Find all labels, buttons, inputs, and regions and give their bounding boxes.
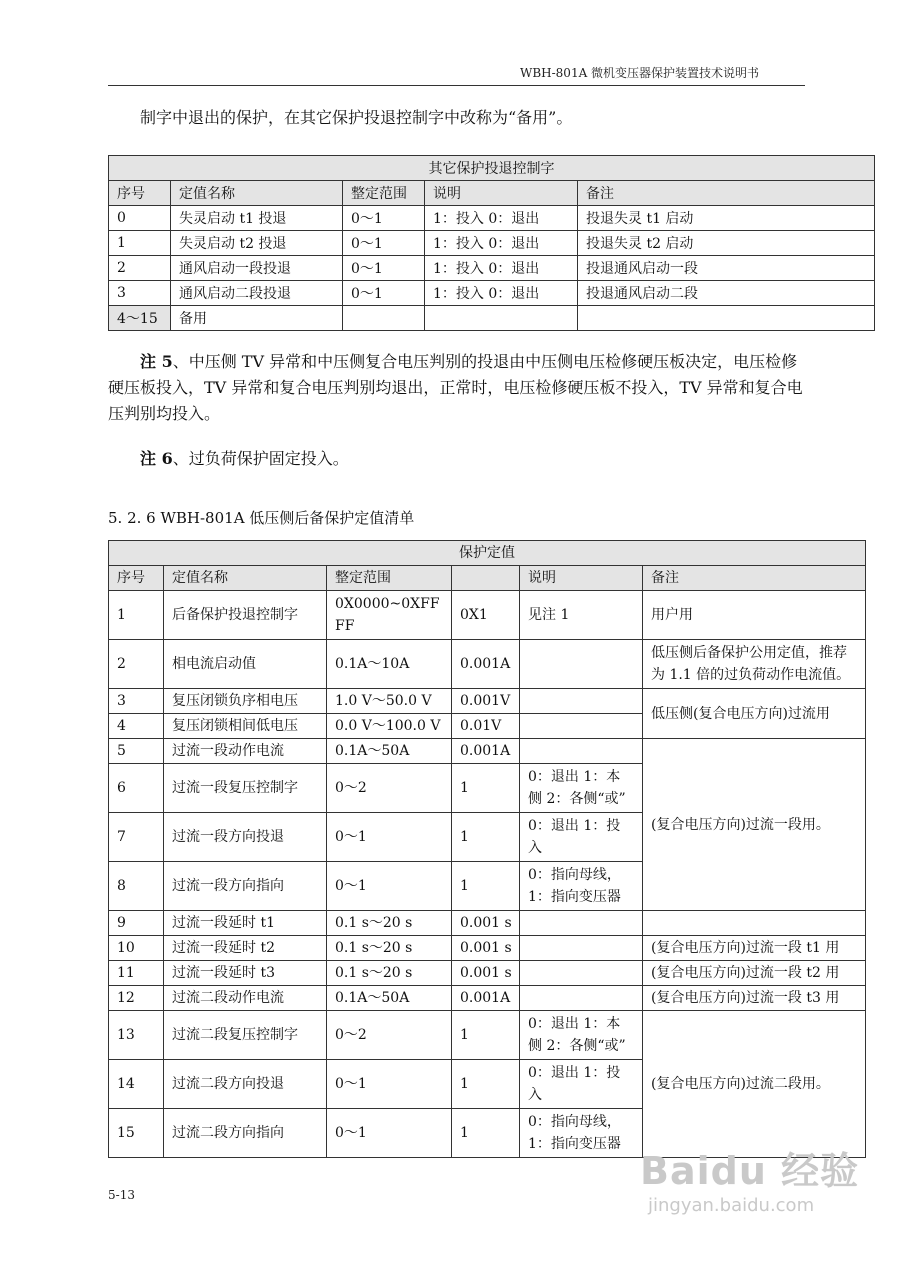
cell-desc: 0：退出 1：本侧 2：各侧“或”: [520, 764, 643, 813]
cell-remark: 低压侧(复合电压方向)过流用: [643, 689, 866, 739]
cell-name: 失灵启动 t2 投退: [171, 231, 343, 256]
cell-no: 14: [109, 1060, 164, 1109]
cell-desc: [520, 689, 643, 714]
cell-remark: 投退通风启动一段: [578, 256, 875, 281]
cell-step: 1: [452, 1011, 520, 1060]
cell-desc: [520, 714, 643, 739]
table1-caption: 其它保护投退控制字: [109, 156, 875, 181]
cell-range: 0.1A～50A: [327, 739, 452, 764]
table-row: [109, 961, 866, 986]
cell-name: 过流二段方向投退: [164, 1060, 327, 1109]
table-row: [109, 231, 875, 256]
note-5-label: 注 5: [140, 352, 173, 371]
cell-name: 过流一段延时 t2: [164, 936, 327, 961]
cell-no: 1: [109, 591, 164, 640]
note-6-label: 注 6: [140, 449, 173, 468]
cell-desc: [425, 306, 578, 331]
note-6-paragraph: [108, 446, 808, 472]
note-5-text: 、中压侧 TV 异常和中压侧复合电压判别的投退由中压侧电压检修硬压板决定，电压检修硬压板投入，TV 异常和复合电压判别均退出，正常时，电压检修硬压板不投入，TV 异常和复合电压判别均投入。: [108, 352, 803, 423]
table2-header-remark: 备注: [643, 566, 866, 591]
cell-name: 过流一段方向指向: [164, 862, 327, 911]
cell-no: 2: [109, 256, 171, 281]
cell-desc: [520, 936, 643, 961]
table1-header-range: 整定范围: [343, 181, 425, 206]
cell-range: 0～1: [327, 813, 452, 862]
cell-range: 0～1: [343, 206, 425, 231]
cell-no: 7: [109, 813, 164, 862]
table2-header-no: 序号: [109, 566, 164, 591]
note-5-paragraph: [108, 349, 808, 427]
cell-desc: 0：退出 1：投入: [520, 813, 643, 862]
cell-range: 0～2: [327, 764, 452, 813]
cell-no: 5: [109, 739, 164, 764]
cell-name: 过流一段方向投退: [164, 813, 327, 862]
table1-header-no: 序号: [109, 181, 171, 206]
cell-step: 1: [452, 813, 520, 862]
cell-name: 过流一段延时 t3: [164, 961, 327, 986]
cell-name: 过流一段延时 t1: [164, 911, 327, 936]
cell-range: 0.1A～10A: [327, 640, 452, 689]
cell-name: 通风启动一段投退: [171, 256, 343, 281]
table1-header-remark: 备注: [578, 181, 875, 206]
cell-name: 相电流启动值: [164, 640, 327, 689]
table-row: [109, 206, 875, 231]
cell-desc: [520, 739, 643, 764]
table-row: [109, 640, 866, 689]
page-number: 5-13: [108, 1188, 135, 1202]
cell-step: 1: [452, 862, 520, 911]
cell-range: 0～2: [327, 1011, 452, 1060]
cell-remark: 投退失灵 t1 启动: [578, 206, 875, 231]
baidu-jingyan-watermark: [640, 1140, 870, 1240]
cell-name: 过流二段动作电流: [164, 986, 327, 1011]
cell-name: 通风启动二段投退: [171, 281, 343, 306]
cell-remark: 用户用: [643, 591, 866, 640]
cell-desc: 0：退出 1：本侧 2：各侧“或”: [520, 1011, 643, 1060]
cell-no: 4～15: [109, 306, 171, 331]
cell-step: 1: [452, 1109, 520, 1158]
table-row: [109, 739, 866, 764]
cell-name: 失灵启动 t1 投退: [171, 206, 343, 231]
cell-no: 12: [109, 986, 164, 1011]
cell-desc: 见注 1: [520, 591, 643, 640]
cell-range: 0～1: [343, 281, 425, 306]
table-row: [109, 936, 866, 961]
cell-range: [343, 306, 425, 331]
cell-remark: 投退通风启动二段: [578, 281, 875, 306]
table-row: [109, 986, 866, 1011]
cell-no: 11: [109, 961, 164, 986]
cell-desc: 0：指向母线，1：指向变压器: [520, 862, 643, 911]
table-row: [109, 306, 875, 331]
cell-name: 过流一段动作电流: [164, 739, 327, 764]
cell-remark: 投退失灵 t2 启动: [578, 231, 875, 256]
cell-no: 13: [109, 1011, 164, 1060]
cell-range: 0～1: [327, 1060, 452, 1109]
cell-desc: 0：指向母线，1：指向变压器: [520, 1109, 643, 1158]
cell-desc: 0：退出 1：投入: [520, 1060, 643, 1109]
cell-step: 1: [452, 764, 520, 813]
cell-desc: [520, 911, 643, 936]
cell-name: 过流一段复压控制字: [164, 764, 327, 813]
cell-step: 0.001A: [452, 640, 520, 689]
cell-step: 0.001 s: [452, 911, 520, 936]
table-row: [109, 256, 875, 281]
cell-remark: [578, 306, 875, 331]
cell-name: 过流二段复压控制字: [164, 1011, 327, 1060]
cell-range: 0.1 s～20 s: [327, 961, 452, 986]
cell-name: 复压闭锁相间低电压: [164, 714, 327, 739]
cell-name: 备用: [171, 306, 343, 331]
cell-range: 0.1 s～20 s: [327, 911, 452, 936]
cell-range: 0～1: [327, 862, 452, 911]
cell-range: 0.1 s～20 s: [327, 936, 452, 961]
cell-range: 0X0000~0XFFFF: [327, 591, 452, 640]
document-header: WBH-801A 微机变压器保护装置技术说明书: [520, 66, 760, 80]
table2-header-step: [452, 566, 520, 591]
table2-header-desc: 说明: [520, 566, 643, 591]
cell-no: 3: [109, 689, 164, 714]
cell-desc: 1：投入 0：退出: [425, 206, 578, 231]
watermark-logo: Baidu 经验: [640, 1149, 860, 1193]
cell-remark: 低压侧后备保护公用定值，推荐为 1.1 倍的过负荷动作电流值。: [643, 640, 866, 689]
cell-desc: 1：投入 0：退出: [425, 231, 578, 256]
intro-paragraph: 制字中退出的保护，在其它保护投退控制字中改称为“备用”。: [140, 108, 573, 127]
cell-range: 0.0 V～100.0 V: [327, 714, 452, 739]
cell-step: 0.001 s: [452, 961, 520, 986]
cell-step: 0X1: [452, 591, 520, 640]
cell-no: 3: [109, 281, 171, 306]
table-row: [109, 1011, 866, 1060]
cell-desc: [520, 961, 643, 986]
cell-range: 0～1: [327, 1109, 452, 1158]
cell-desc: [520, 640, 643, 689]
cell-no: 0: [109, 206, 171, 231]
cell-remark: (复合电压方向)过流一段 t2 用: [643, 961, 866, 986]
cell-no: 2: [109, 640, 164, 689]
cell-remark: [643, 911, 866, 936]
cell-remark: (复合电压方向)过流一段用。: [643, 739, 866, 911]
cell-range: 1.0 V～50.0 V: [327, 689, 452, 714]
note-6-text: 、过负荷保护固定投入。: [172, 449, 349, 468]
cell-no: 15: [109, 1109, 164, 1158]
cell-desc: 1：投入 0：退出: [425, 256, 578, 281]
table2-header-name: 定值名称: [164, 566, 327, 591]
cell-name: 复压闭锁负序相电压: [164, 689, 327, 714]
table-row: [109, 689, 866, 714]
cell-range: 0～1: [343, 231, 425, 256]
cell-name: 后备保护投退控制字: [164, 591, 327, 640]
table2-caption: 保护定值: [109, 541, 866, 566]
table2-header-range: 整定范围: [327, 566, 452, 591]
cell-no: 6: [109, 764, 164, 813]
other-protection-control-word-table: [108, 155, 875, 331]
cell-step: 0.001A: [452, 986, 520, 1011]
cell-desc: 1：投入 0：退出: [425, 281, 578, 306]
table1-header-desc: 说明: [425, 181, 578, 206]
table-row: [109, 591, 866, 640]
table-row: [109, 281, 875, 306]
cell-remark: (复合电压方向)过流一段 t3 用: [643, 986, 866, 1011]
cell-step: 0.01V: [452, 714, 520, 739]
cell-step: 1: [452, 1060, 520, 1109]
cell-desc: [520, 986, 643, 1011]
low-voltage-backup-settings-table: [108, 540, 866, 1158]
cell-range: 0～1: [343, 256, 425, 281]
cell-step: 0.001 s: [452, 936, 520, 961]
cell-range: 0.1A～50A: [327, 986, 452, 1011]
cell-step: 0.001V: [452, 689, 520, 714]
section-title: 5. 2. 6 WBH-801A 低压侧后备保护定值清单: [108, 509, 415, 527]
cell-step: 0.001A: [452, 739, 520, 764]
cell-no: 1: [109, 231, 171, 256]
cell-no: 4: [109, 714, 164, 739]
header-rule: [108, 85, 805, 86]
cell-name: 过流二段方向指向: [164, 1109, 327, 1158]
cell-no: 10: [109, 936, 164, 961]
cell-no: 8: [109, 862, 164, 911]
cell-no: 9: [109, 911, 164, 936]
cell-remark: (复合电压方向)过流一段 t1 用: [643, 936, 866, 961]
watermark-url: jingyan.baidu.com: [648, 1195, 815, 1216]
table1-header-name: 定值名称: [171, 181, 343, 206]
table-row: [109, 911, 866, 936]
cell-remark: (复合电压方向)过流二段用。: [643, 1011, 866, 1158]
